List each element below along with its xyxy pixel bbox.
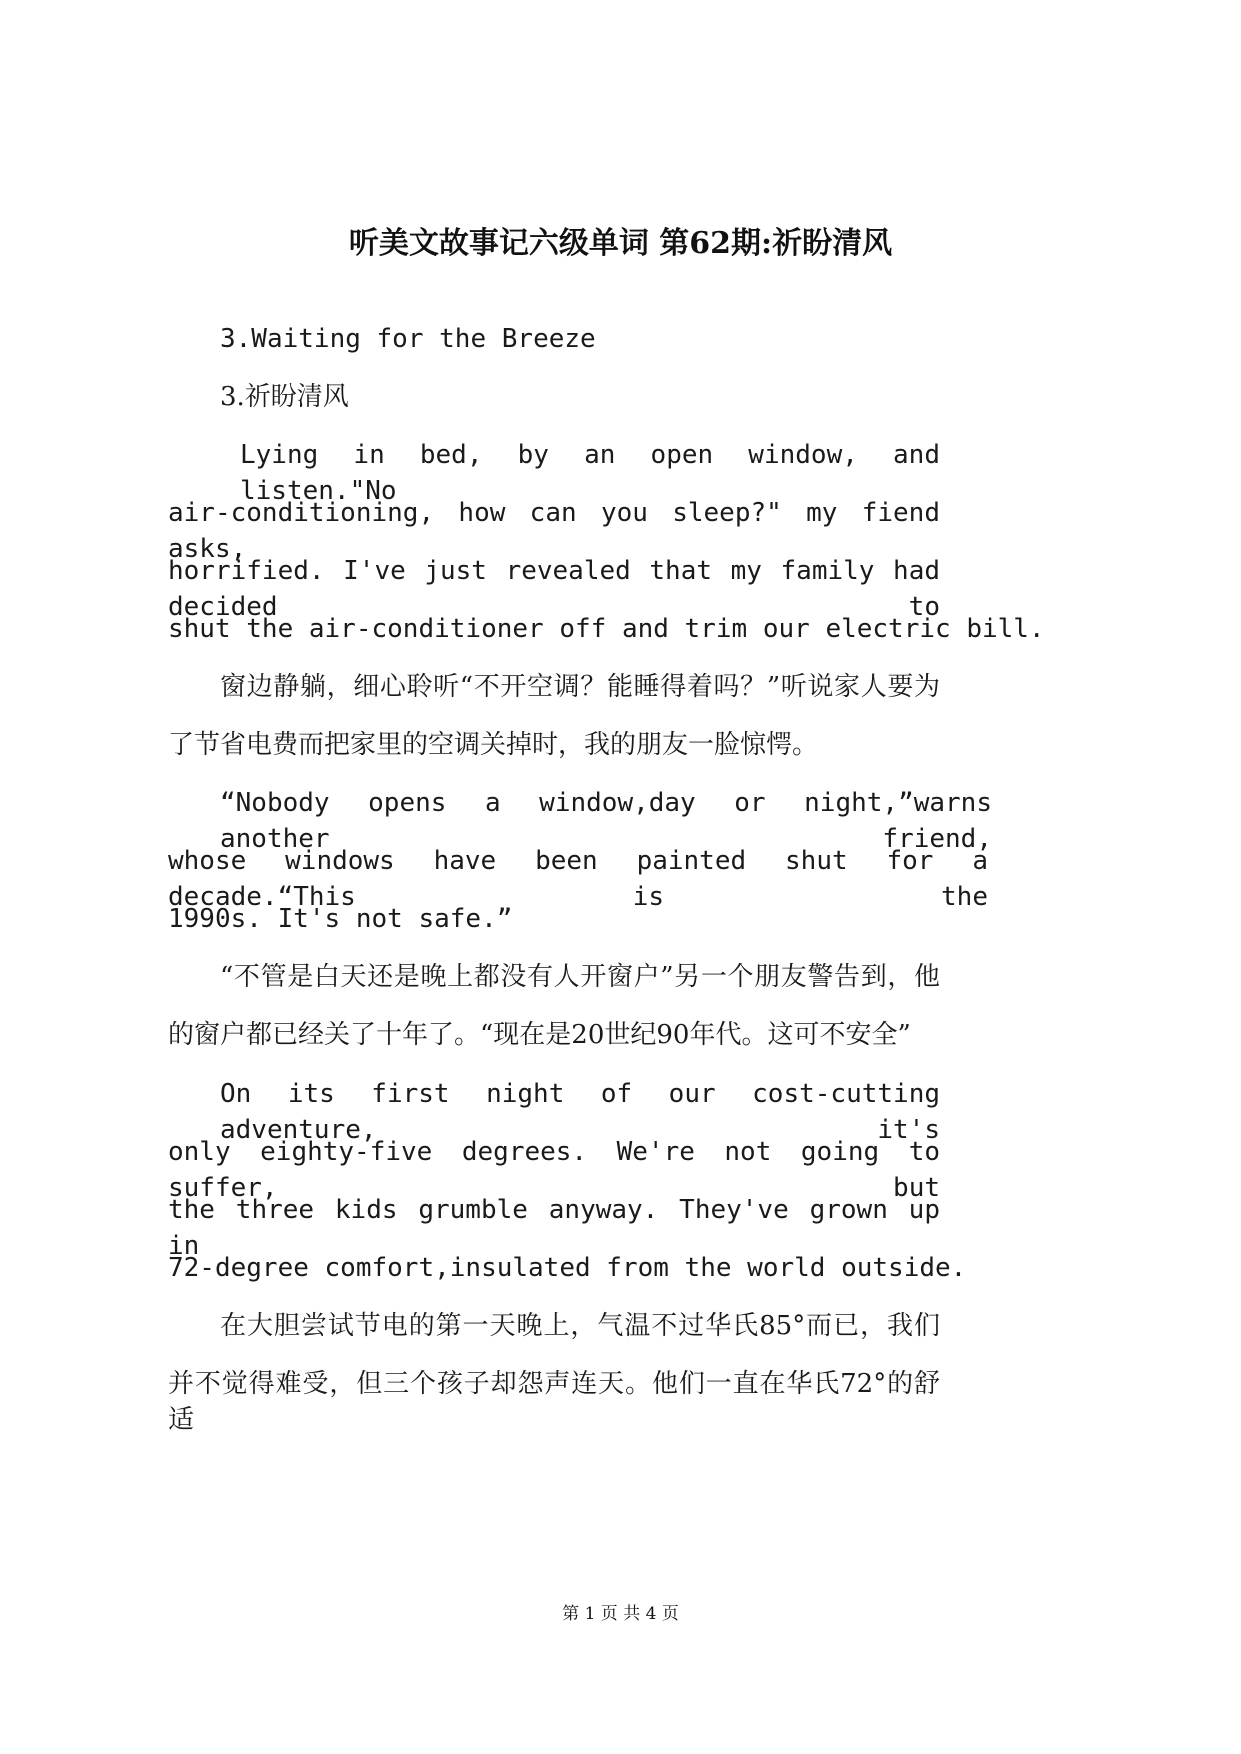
paragraph-5-line-2: only eighty-five degrees. We're not going to suffer, but: [168, 1137, 940, 1203]
paragraph-1-line-4: shut the air-conditioner off and trim our electric bill.: [168, 614, 1045, 644]
paragraph-1-line-1: Lying in bed, by an open window, and listen."No: [240, 440, 940, 506]
heading-english: 3.Waiting for the Breeze: [220, 324, 596, 354]
paragraph-3-line-2: whose windows have been painted shut for a decade.“This is the: [168, 846, 988, 912]
paragraph-6-line-1: 在大胆尝试节电的第一天晚上，气温不过华氏85°而已，我们: [220, 1311, 940, 1341]
page-number-footer: 第 1 页 共 4 页: [562, 1604, 679, 1624]
paragraph-1-line-3: horrified. I've just revealed that my family had decided to: [168, 556, 940, 622]
paragraph-2-line-2: 了节省电费而把家里的空调关掉时，我的朋友一脸惊愕。: [168, 730, 819, 760]
paragraph-5-line-1: On its first night of our cost-cutting adventure, it's: [220, 1079, 940, 1145]
paragraph-5-line-3: the three kids grumble anyway. They've grown up in: [168, 1195, 940, 1261]
paragraph-4-line-1: “不管是白天还是晚上都没有人开窗户”另一个朋友警告到，他: [220, 962, 940, 992]
heading-chinese: 3.祈盼清风: [220, 382, 349, 412]
paragraph-4-line-2: 的窗户都已经关了十年了。“现在是20世纪90年代。这可不安全”: [168, 1020, 911, 1050]
paragraph-5-line-4: 72-degree comfort,insulated from the world outside.: [168, 1253, 967, 1283]
paragraph-1-line-2: air-conditioning, how can you sleep?" my fiend asks,: [168, 498, 940, 564]
paragraph-3-line-3: 1990s. It's not safe.”: [168, 904, 513, 934]
paragraph-6-line-2: 并不觉得难受，但三个孩子却怨声连天。他们一直在华氏72°的舒适: [168, 1369, 940, 1435]
document-title: 听美文故事记六级单词 第62期:祈盼清风: [348, 226, 893, 261]
paragraph-3-line-1: “Nobody opens a window,day or night,”warns another friend,: [220, 788, 992, 854]
paragraph-2-line-1: 窗边静躺，细心聆听“不开空调？能睡得着吗？”听说家人要为: [220, 672, 940, 702]
